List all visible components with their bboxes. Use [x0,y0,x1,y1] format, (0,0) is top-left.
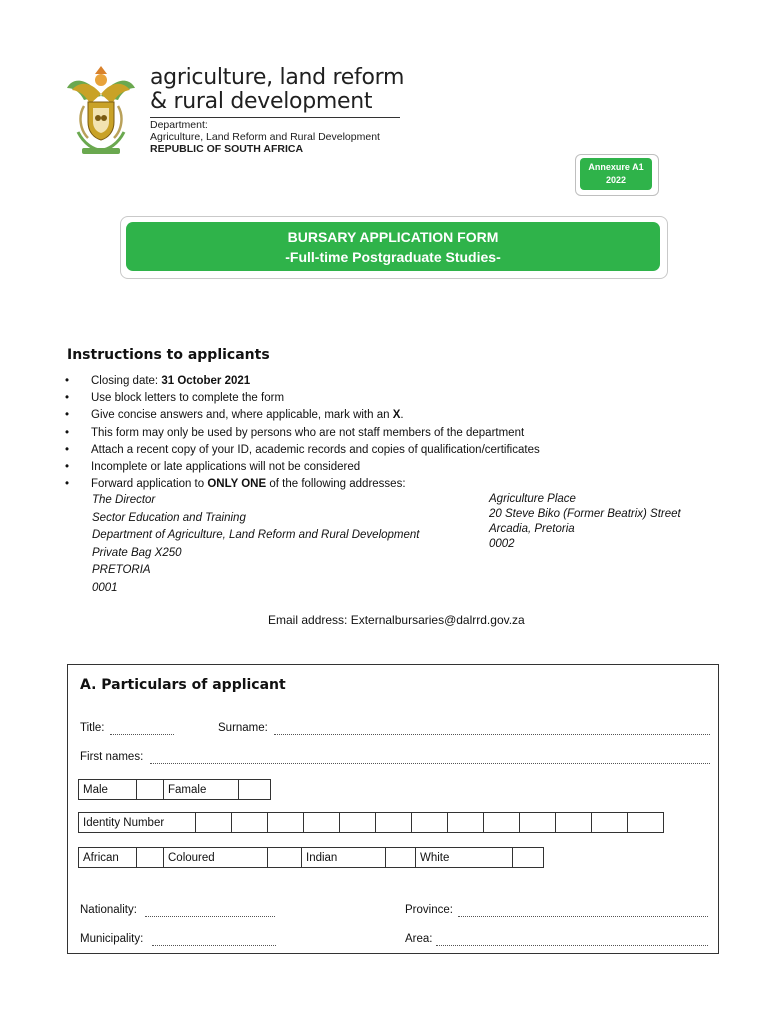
form-title: BURSARY APPLICATION FORM [287,229,499,245]
municipality-field[interactable] [152,945,276,946]
first-names-field[interactable] [150,763,710,764]
department-label: Department: [150,119,208,131]
closing-date: 31 October 2021 [161,375,251,387]
department-details [150,119,380,155]
id-digit-box[interactable] [232,813,268,833]
first-names-label: First names: [80,751,144,763]
race-option-label: White [416,848,513,868]
id-digit-box[interactable] [484,813,520,833]
postal-address [92,492,420,597]
address-line: Arcadia, Pretoria [489,523,575,535]
address-line: PRETORIA [92,564,151,576]
race-indian-checkbox[interactable] [386,848,416,868]
id-digit-box[interactable] [556,813,592,833]
race-coloured-checkbox[interactable] [268,848,302,868]
forward-suffix: of the following addresses: [266,478,406,491]
department-name [150,66,404,114]
gender-option-label: Famale [164,780,239,800]
race-option-label: African [79,848,137,868]
physical-address [489,492,681,552]
nationality-field[interactable] [145,916,275,917]
list-item: • Incomplete or late applications will not be considered [65,459,725,476]
form-subtitle: -Full-time Postgraduate Studies- [285,249,501,265]
address-line: 0001 [92,581,118,594]
title-field[interactable] [110,734,174,735]
area-label: Area: [405,933,433,945]
header-divider [150,117,400,118]
closing-date-label: Closing date: [91,375,162,387]
instructions-heading: Instructions to applicants [67,347,270,363]
address-line: Private Bag X250 [92,546,182,559]
identity-number-label: Identity Number [79,813,196,833]
address-line: 0002 [489,538,515,550]
gender-option-label: Male [79,780,137,800]
municipality-label: Municipality: [80,933,144,945]
id-digit-box[interactable] [340,813,376,833]
address-line: Sector Education and Training [92,511,246,524]
gender-male-checkbox[interactable] [137,780,164,800]
list-item [65,373,725,390]
surname-field[interactable] [274,734,710,735]
surname-label: Surname: [218,722,268,734]
list-item [65,476,725,493]
address-line: The Director [92,494,156,506]
race-white-checkbox[interactable] [513,848,544,868]
race-option-label: Indian [302,848,386,868]
address-line: 20 Steve Biko (Former Beatrix) Street [489,508,681,520]
list-item [65,407,725,424]
area-field[interactable] [436,945,708,946]
section-a-heading: A. Particulars of applicant [80,677,286,693]
id-digit-box[interactable] [376,813,412,833]
address-line: Department of Agriculture, Land Reform and Rural Development [92,529,420,541]
annexure-badge [580,158,652,190]
list-item: • Use block letters to complete the form [65,390,725,407]
instructions-list [65,373,725,493]
race-option-label: Coloured [164,848,268,868]
id-digit-box[interactable] [628,813,664,833]
gender-table [78,779,271,800]
race-table [78,847,544,868]
department-name-line-2: & rural development [150,89,373,114]
concise-text: Give concise answers and, where applicable, mark with an [91,409,393,422]
email-address[interactable]: Email address: Externalbursaries@dalrrd.gov.za [268,613,525,627]
province-label: Province: [405,904,453,916]
id-digit-box[interactable] [196,813,232,833]
republic-label: REPUBLIC OF SOUTH AFRICA [150,143,304,155]
form-title-banner [126,222,660,271]
forward-text: Forward application to [91,478,208,491]
coat-of-arms-logo [64,66,138,158]
id-digit-box[interactable] [520,813,556,833]
list-item: • This form may only be used by persons who are not staff members of the department [65,425,725,442]
annexure-label: Annexure A1 [588,162,644,172]
id-digit-box[interactable] [592,813,628,833]
list-item: • Attach a recent copy of your ID, academic records and copies of qualification/certificates [65,442,725,459]
id-digit-box[interactable] [304,813,340,833]
gender-female-checkbox[interactable] [239,780,271,800]
annexure-year: 2022 [605,175,627,185]
forward-emphasis: ONLY ONE [207,478,267,491]
identity-number-table [78,812,664,833]
id-digit-box[interactable] [412,813,448,833]
nationality-label: Nationality: [80,904,137,916]
department-name-line-1: agriculture, land reform [150,65,405,90]
mark-x: X [392,409,401,422]
id-digit-box[interactable] [448,813,484,833]
particulars-section [67,664,719,954]
address-line: Agriculture Place [489,493,576,505]
id-digit-box[interactable] [268,813,304,833]
concise-suffix: . [400,409,404,422]
department-full-name: Agriculture, Land Reform and Rural Development [150,131,380,143]
race-african-checkbox[interactable] [137,848,164,868]
title-label: Title: [80,722,105,734]
province-field[interactable] [458,916,708,917]
